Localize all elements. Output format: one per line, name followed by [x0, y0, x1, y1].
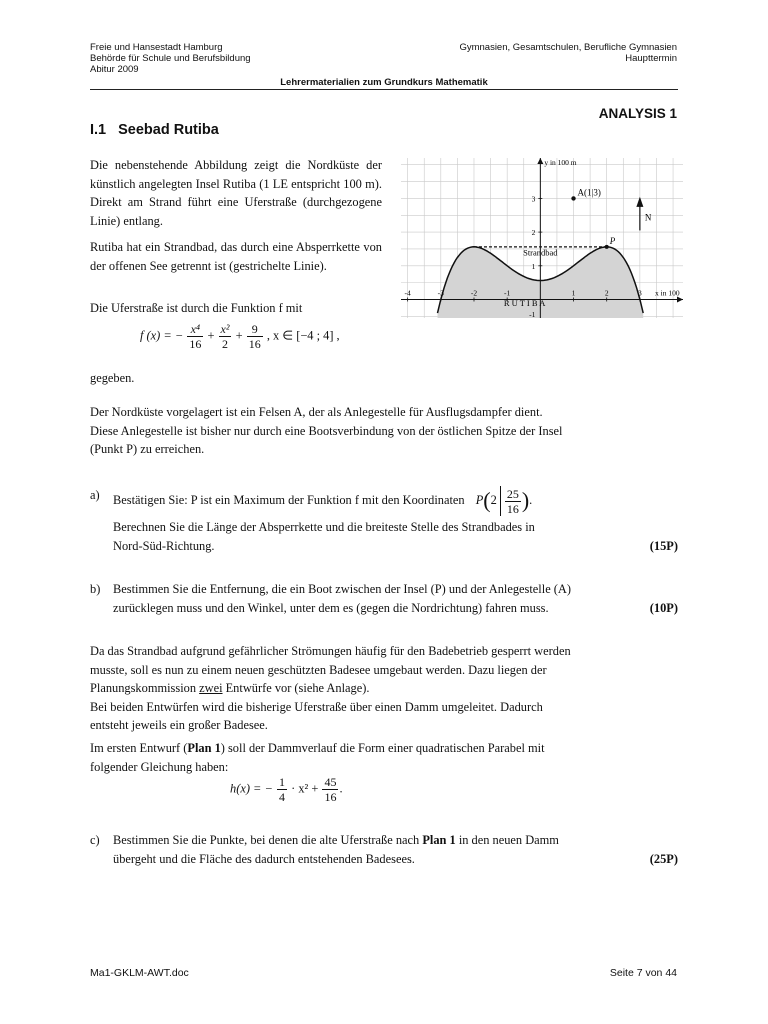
formula-h-mid: · x² +	[291, 781, 319, 796]
coords-num: 25	[506, 486, 519, 501]
y-axis-label: y in 100 m	[544, 158, 577, 167]
formula-f-plus1: +	[207, 328, 215, 343]
task-a-line-3: Nord-Süd-Richtung.	[113, 538, 215, 553]
task-b-line-2: zurücklegen muss und den Winkel, unter dem es (gegen die Nordrichtung) fahren muss.	[113, 600, 549, 615]
footer-filename: Ma1-GKLM-AWT.doc	[90, 967, 189, 979]
plan-line-6-post: ) soll der Dammverlauf die Form einer quadratischen Parabel mit	[220, 740, 545, 755]
x-tick-label: 3	[637, 288, 642, 298]
plan-line-3-post: Entwürfe vor (siehe Anlage).	[222, 681, 370, 696]
task-c-label: c)	[90, 833, 100, 847]
coastline-figure	[401, 158, 683, 318]
header-subtitle: Lehrermaterialien zum Grundkurs Mathematik	[280, 77, 488, 88]
h-frac2-num: 45	[324, 775, 337, 789]
coords-x: 2	[490, 492, 497, 507]
page-title	[90, 122, 219, 138]
x-tick-label: -3	[437, 288, 444, 298]
intro-paragraph-1: Die nebenstehende Abbildung zeigt die Nordküste der künstlich angelegten Insel Rutiba (1 LE entspricht 100 m). Direkt am Strand führt eine Uferstraße (durchgezogene Linie) entlang.	[90, 158, 382, 228]
point-p-marker	[605, 245, 609, 249]
frac3-den: 16	[248, 337, 261, 351]
plan-line-3-pre: Planungskommission	[90, 681, 200, 696]
formula-f	[140, 323, 340, 350]
task-c-line-2: übergeht und die Fläche des dadurch entstehenden Badesees.	[113, 851, 415, 866]
formula-h	[230, 776, 343, 803]
context-line-3: (Punkt P) zu erreichen.	[90, 442, 205, 457]
coords-p: P	[475, 492, 484, 507]
plan-line-3-underlined: zwei	[199, 681, 223, 696]
coords-frac	[505, 488, 521, 515]
task-c-line-1-bold: Plan 1	[422, 833, 456, 847]
frac1-num: x⁴	[187, 323, 203, 337]
task-a-text: Bestätigen Sie: P ist ein Maximum der Funktion f mit den Koordinaten	[113, 492, 465, 507]
context-line-1: Der Nordküste vorgelagert ist ein Felsen A, der als Anlegestelle für Ausflugsdampfer dient.	[90, 405, 543, 419]
plan-line-6-pre: Im ersten Entwurf (	[90, 740, 188, 755]
intro-paragraph-2: Rutiba hat ein Strandbad, das durch eine Absperrkette von der offenen See getrennt ist (gestrichelte Linie).	[90, 240, 382, 273]
formula-h-lhs: h(x) = −	[230, 781, 273, 796]
task-a-points: (15P)	[649, 538, 678, 553]
coords-end: .	[529, 492, 533, 507]
h-frac1-num: 1	[278, 775, 285, 789]
task-b-points: (10P)	[649, 600, 678, 615]
island-label: R U T I B A	[503, 298, 546, 309]
y-tick-label: 1	[531, 261, 536, 271]
plan-line-4: Bei beiden Entwürfen wird die bisherige Uferstraße über einen Damm umgeleitet. Dadurch	[90, 699, 543, 714]
header-term: Haupttermin	[625, 53, 677, 64]
frac3-num: 9	[247, 323, 263, 337]
formula-h-frac1	[277, 776, 287, 803]
point-a-marker	[571, 196, 575, 200]
formula-f-lhs: f (x) = −	[140, 328, 184, 343]
beach-label: Strandbad	[523, 247, 558, 258]
plan-paragraph	[90, 642, 680, 776]
y-tick-label: 2	[531, 228, 536, 238]
task-a-line-1	[113, 486, 532, 516]
plan-line-7: folgender Gleichung haben:	[90, 759, 229, 774]
point-p-label: P	[609, 235, 616, 246]
x-tick-label: -4	[404, 288, 411, 298]
task-c-line-2-row	[113, 850, 678, 869]
frac2-num: x²	[220, 322, 230, 336]
point-p-coords: P(2 $\frac{25}{16}$ ).	[475, 486, 533, 516]
header-right	[459, 42, 677, 64]
header-institution: Freie und Hansestadt Hamburg	[90, 42, 223, 53]
task-c-line-1-pre: Bestimmen Sie die Punkte, bei denen die alte Uferstraße nach	[113, 833, 423, 847]
header-rule	[90, 89, 678, 90]
h-frac2-den: 16	[324, 790, 337, 804]
task-b-body	[113, 580, 678, 617]
coords-den: 16	[506, 501, 519, 516]
north-label: N	[644, 212, 652, 223]
title-text: Seebad Rutiba	[118, 122, 219, 138]
x-tick-label: -1	[504, 288, 511, 298]
formula-f-frac1	[187, 323, 203, 350]
plan-line-3	[90, 679, 680, 698]
task-a-label: a)	[90, 488, 100, 502]
section-label: ANALYSIS 1	[598, 106, 677, 121]
y-tick-label: 3	[531, 194, 536, 204]
intro-given: gegeben.	[90, 371, 135, 385]
x-tick-label: -2	[470, 288, 478, 298]
intro-paragraph-3: Die Uferstraße ist durch die Funktion f mit	[90, 301, 303, 315]
plan-line-5: entsteht jeweils ein großer Badesee.	[90, 718, 268, 733]
formula-f-frac3	[247, 323, 263, 350]
x-tick-label: 1	[571, 288, 576, 298]
y-tick-label-negative: -1	[529, 310, 536, 318]
header-authority: Behörde für Schule und Berufsbildung	[90, 53, 251, 64]
formula-f-domain: , x ∈ [−4 ; 4] ,	[266, 328, 340, 343]
context-line-2: Diese Anlegestelle ist bisher nur durch eine Bootsverbindung von der östlichen Spitze der Insel	[90, 423, 563, 438]
task-a-line-2: Berechnen Sie die Länge der Absperrkette und die breiteste Stelle des Strandbades in	[113, 520, 535, 534]
formula-f-frac2	[219, 323, 232, 350]
plan-line-6-bold: Plan 1	[187, 740, 221, 755]
plan-line-6	[90, 739, 680, 758]
task-b-line-2-row	[113, 599, 678, 618]
frac2-den: 2	[222, 337, 229, 351]
task-b-line-1: Bestimmen Sie die Entfernung, die ein Boot zwischen der Insel (P) und der Anlegestelle (A)	[113, 582, 571, 596]
header-schools: Gymnasien, Gesamtschulen, Berufliche Gymnasien	[459, 42, 677, 53]
task-c-points: (25P)	[649, 851, 678, 866]
formula-f-plus2: +	[235, 328, 243, 343]
point-a-label: A(1|3)	[577, 187, 601, 198]
formula-h-end: .	[339, 781, 343, 796]
header-left	[90, 42, 251, 75]
h-frac1-den: 4	[278, 790, 285, 804]
plan-line-2: musste, soll es nun zu einem neuen geschützten Badesee umgebaut werden. Dazu liegen der	[90, 662, 547, 677]
task-c-line-1	[113, 831, 678, 850]
footer-page-number: Seite 7 von 44	[609, 967, 677, 979]
task-a-body	[113, 518, 678, 555]
task-c-body	[113, 831, 678, 868]
x-tick-label: 2	[604, 288, 609, 298]
x-axis-label: x in 100	[655, 288, 680, 298]
task-b-label: b)	[90, 582, 101, 596]
title-number: I.1	[90, 122, 107, 138]
frac1-den: 16	[189, 337, 202, 351]
header-exam: Abitur 2009	[90, 64, 139, 75]
task-a-line-3-row	[113, 537, 678, 556]
plan-line-1: Da das Strandbad aufgrund gefährlicher Strömungen häufig für den Badebetrieb gesperrt werden	[90, 644, 571, 658]
y-axis-arrow-icon	[537, 158, 543, 164]
formula-h-frac2	[322, 776, 338, 803]
task-c-line-1-post: in den neuen Damm	[455, 833, 559, 847]
context-paragraph	[90, 403, 562, 459]
